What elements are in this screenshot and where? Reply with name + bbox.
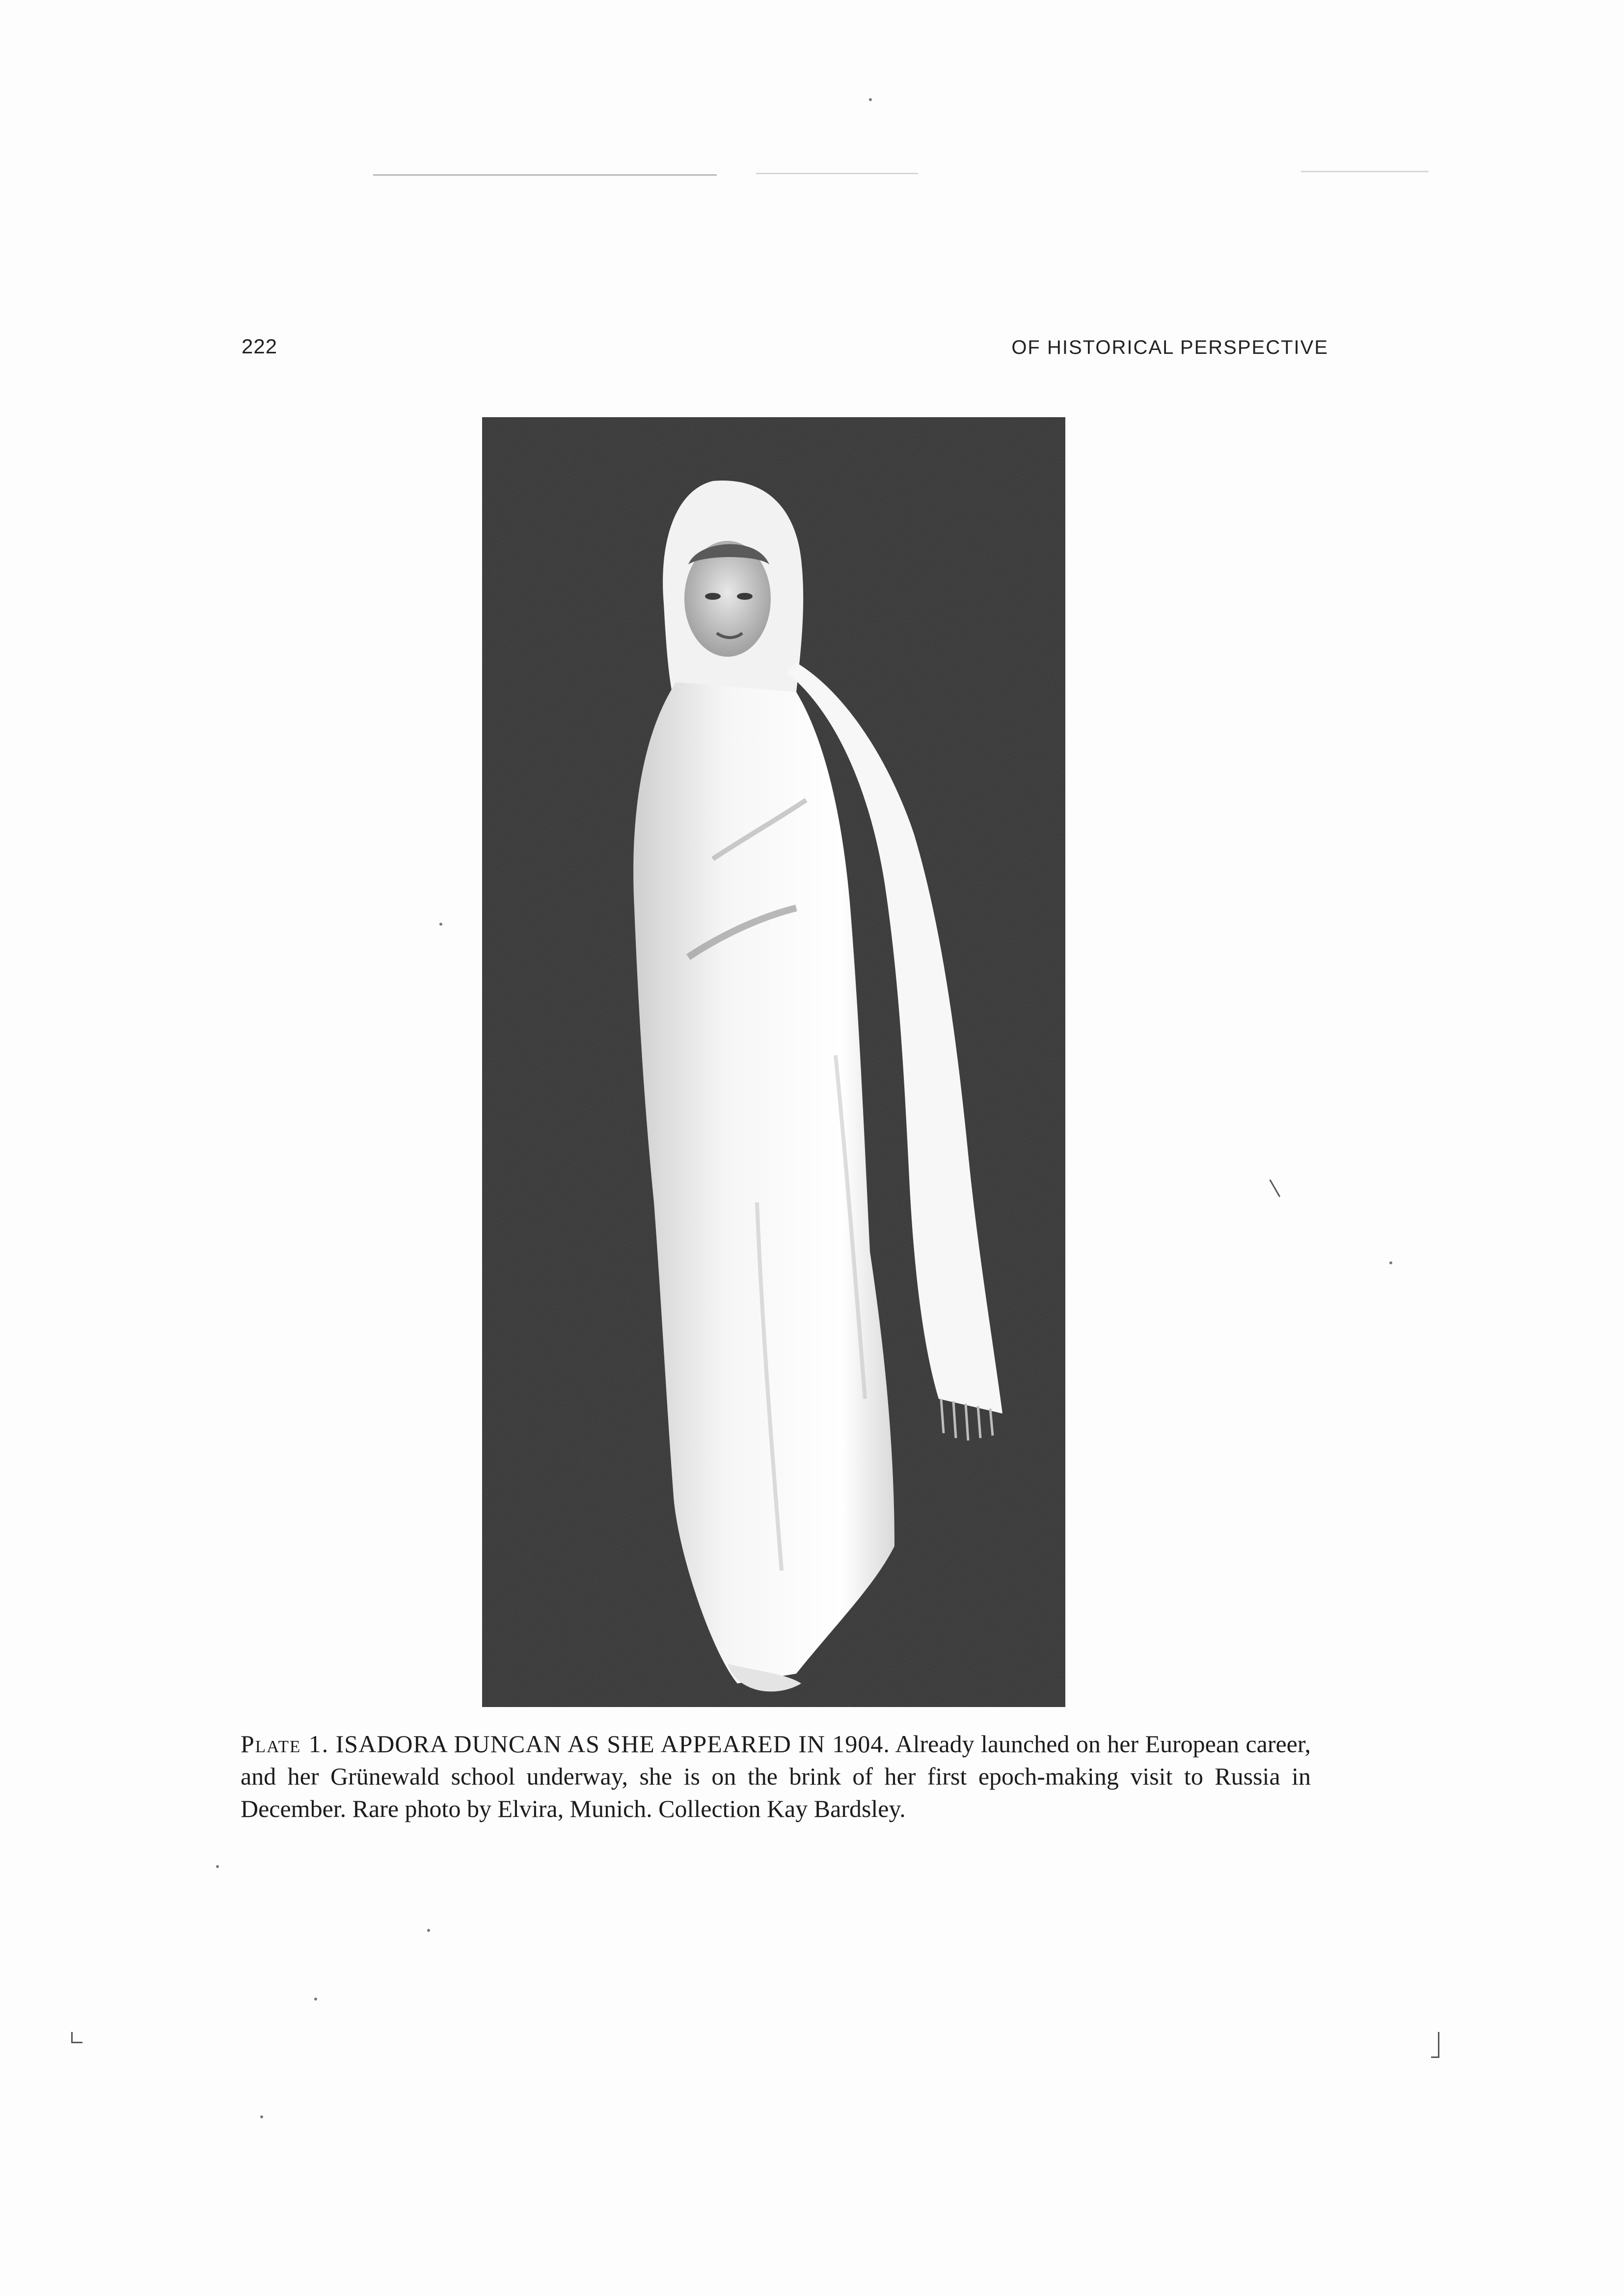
scan-speck bbox=[216, 1865, 219, 1868]
isadora-duncan-photo bbox=[482, 417, 1065, 1707]
scan-artifact-line bbox=[1301, 171, 1429, 172]
page-number: 222 bbox=[242, 335, 278, 358]
scan-speck bbox=[869, 98, 872, 101]
plate-caption bbox=[241, 1728, 1311, 1825]
right-eye bbox=[737, 593, 753, 600]
plate-caption-body: Already launched on her European career, and her Grünewald school underway, she is on the brink of her first epoch-making visit to Russia in December. Rare photo by Elvira, Munich. Collection Kay Bardsley. bbox=[241, 1730, 1311, 1822]
scan-speck bbox=[314, 1998, 317, 2001]
scan-corner-mark bbox=[1269, 1178, 1282, 1197]
running-title: OF HISTORICAL PERSPECTIVE bbox=[1011, 337, 1328, 358]
scan-speck bbox=[427, 1929, 430, 1932]
scan-speck bbox=[260, 2115, 263, 2118]
scan-corner-mark bbox=[71, 2032, 82, 2043]
scan-corner-mark bbox=[1431, 2032, 1439, 2058]
left-eye bbox=[705, 593, 721, 600]
plate-title: ISADORA DUNCAN AS SHE APPEARED IN 1904. bbox=[335, 1730, 890, 1758]
scan-artifact-line bbox=[756, 173, 918, 174]
scan-speck bbox=[1389, 1261, 1392, 1264]
scan-speck bbox=[439, 923, 442, 926]
plate-photograph bbox=[482, 417, 1065, 1707]
scan-artifact-line bbox=[373, 174, 717, 176]
plate-label: Plate 1. bbox=[241, 1730, 329, 1758]
